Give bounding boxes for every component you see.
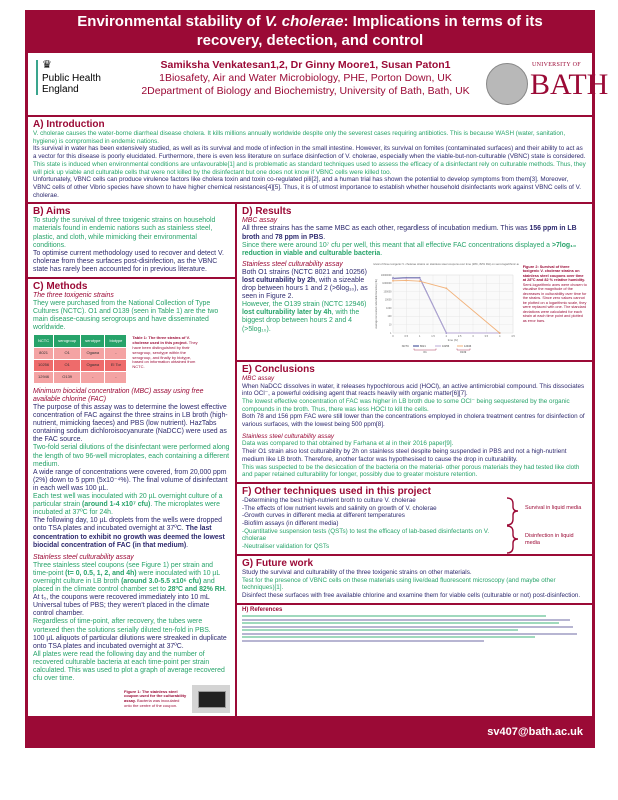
text-span: Three stainless steel coupons (see Figure 1) per strain and time-point [33,561,214,577]
text-span: . [323,233,326,241]
x-tick-label: 3 [471,334,474,338]
methods-steel-5: All plates were read the following day and the number of recovered culturable bacteria at each time-point per strain calculated. This was used to plot a graph of average recovered cfu over time. [33,650,225,683]
other-techniques-heading: F) Other techniques used in this project [242,485,431,497]
data-point-10256 [445,332,447,334]
conclusions-subheading-mbc: MBC assay [242,374,275,382]
conclusions-mbc-3: Both 78 and 156 ppm FAC were still lower than the concentrations employed in cholera treatment centres for disinfection of various surfaces, with the lowest being 500 ppm[8]. [242,413,585,429]
future-work-2: Test for the presence of VBNC cells on these materials using live/dead fluorescent microscopy (and maybe other techniques)[1]. [242,576,556,592]
table-cell: O1 [54,359,81,371]
intro-paragraph-4: Unfortunately, VBNC cells can produce virulence factors like cholera toxin and toxin co-regulated pili[2], and a human trial has shown the potential to develop symptoms from them[3]. Moreover, VBNC cells of other Vibrio species have shown to have higher chemical resistances[4][5]. Thus, it is of utmost importance to establish whether household disinfectants work against VBNC cells of V. cholerae. [33,176,581,199]
y-tick-label: 10 [388,323,392,327]
methods-mbc-3: A wide range of concentrations were covered, from 20,000 ppm (2%) down to 5 ppm (5x10⁻⁴%). The final volume of disinfectant in each well was 100 µL. [33,468,228,492]
right-column [237,204,592,716]
table-header: serotype [81,335,105,347]
reference-line [242,626,573,628]
technique-item: -Quantitative suspension tests (QSTs) to test the efficacy of lab-based disinfectants on V. cholerae [242,527,490,543]
table-cell: El Tor [105,359,127,371]
poster [25,10,609,748]
x-tick-label: 4.5 [510,334,515,338]
methods-steel-2: At t₀, the coupons were recovered immediately into 10 mL Universal tubes of PBS; they weren't placed in the climate control chamber. [33,594,210,618]
introduction-panel [28,117,592,202]
text-bold: lost culturability later by 4h [242,309,332,317]
strains-table [33,334,127,383]
aims-paragraph-1: To study the survival of three toxigenic strains on household materials found in endemic nations such as stainless steel, plastic, and cloth, while mimicking their environmental conditions. [33,217,216,249]
reference-line [242,640,484,642]
y-tick-label: 1000000 [381,281,392,285]
table-cell: 8021 [34,347,54,359]
technique-item: -Biofilm assays (in different media) [242,520,339,528]
methods-steel-4: 100 µL aliquots of particular dilutions were streaked in duplicate onto TSA plates and incubated overnight at 37ºC. [33,634,227,650]
table-caption-rest: They have been distinguished by their serogroup, serotype within the serogroup, and finally by biotype, based on information obtained from NCTC. [132,340,198,370]
aims-paragraph-2: To optimise current methodology used to recover and detect V. cholerae from these surfaces post-disinfection, as the VBNC state has rarely been accounted for in previous literature. [33,249,224,273]
results-panel [237,204,592,359]
x-tick-label: 1.5 [430,334,435,338]
table-cell: O1 [54,347,81,359]
title-line-2: recovery, detection, and control [196,32,424,49]
contact-email[interactable]: sv407@bath.ac.uk [487,726,583,739]
royal-crest-icon: ♛ [42,59,52,71]
phe-logo-line1: Public Health [42,73,101,84]
table-cell: - [105,371,127,383]
title-italic: V. cholerae [264,13,344,30]
aims-heading: B) Aims [33,206,71,218]
conclusions-mbc-1: When NaDCC dissolves in water, it releases hypochlorous acid (HOCl), an active antimicrobial compound. This dissociates into OCl⁻, a powerful oxidising agent that reacts heavily with organic matter[6][7]. [242,382,585,398]
results-subheading-mbc: MBC assay [242,217,278,225]
data-point-12946 [498,332,500,334]
text-bold: 78 ppm in PBS [274,233,324,241]
intro-paragraph-3: This state is induced when environmental conditions are unfavourable[1] and is problematic as standard techniques used to assess the efficacy of a disinfectant rely on culturable methods. Thus, they will pick up viable and culturable cells that were not killed by the disinfectant but one does not know if VBNC cells were killed too. [33,160,586,176]
x-tick-label: 1 [418,334,421,338]
references-list [242,615,587,642]
text-bold: The last concentration to exhibit no growth was deemed the lowest biocidal concentration of FAC (in that medium) [33,525,225,549]
legend-group-O139: O139 [459,350,466,354]
university-seal-icon [486,63,528,105]
x-tick-label: 0.5 [404,334,408,338]
y-tick-label: 10000 [384,298,392,302]
intro-paragraph-2: Its survival in water has been extensively studied, as well as its survival and mode of infection in the small intestine. However, its survival on fomites (contaminated surfaces) and their ability to act as a vector for this disease is poorly elucidated. Furthermore, there is even less literature on surface disinfection of V. cholerae, especially when the viable-but-non-culturable (VBNC) state is considered. [33,145,586,161]
bath-logo-top: UNIVERSITY OF [532,62,581,68]
table-cell: Ogawa [81,359,105,371]
text-span: Each test well was inoculated with 20 µL overnight culture of a particular strain [33,493,223,509]
future-work-3: Disinfect these surfaces with free available chlorine and examine them for viable cells (culturable or not) post-disinfection. [242,591,581,599]
figure-2-caption [523,261,587,357]
reference-line [242,629,518,631]
conclusions-steel-3: This was suspected to be the desiccation of the bacteria on the material- other porous materials they had tested like cloth and paper retained culturability for longer, possibly due to greater moisture retention. [242,463,580,479]
results-steel-text [242,261,369,357]
methods-subheading-strains: The three toxigenic strains [33,291,114,299]
table-caption [132,336,202,370]
methods-steel-3: Regardless of time-point, after recovery, the tubes were vortexed then the solutions serially diluted ten-fold in PBS. [33,618,211,634]
figure-1-caption-bold: Figure 1: The stainless steel coupon used for the culturability assay. [124,688,187,704]
legend-label-8021: 8021 [419,344,426,348]
results-mbc-2 [242,242,587,258]
text-span: Both O1 strains (NCTC 8021 and 10256) [242,268,367,276]
table-header: serogroup [54,335,81,347]
data-point-10256 [392,278,394,280]
legend-label-10256: 10256 [441,344,449,348]
technique-item: -Determining the best high-nutrient broth to culture V. cholerae [242,496,416,504]
future-work-1: Study the survival and culturability of the three toxigenic strains on other materials. [242,568,472,576]
text-span: . [380,249,383,257]
x-tick-label: 2 [445,334,447,338]
methods-mbc-5 [33,517,230,549]
references-panel [237,605,592,717]
figure-2-caption-bold: Figure 2: Survival of three toxigenic V. cholerae strains on stainless steel coupons over time at 28ºC and 82 % relative humidity. [522,264,585,283]
y-axis-label: average recovered culturable bacteria (cfu) [374,279,378,329]
text-span: , with the biggest drop between hours 2 and 4 (>5log₁₀). [242,309,360,333]
coupon-photo [192,685,230,713]
bath-logo-word: BATH [530,68,609,101]
data-point-10256 [405,277,407,279]
text-bold: (around 3.0-5.5 x10⁶ cfu) [121,577,202,585]
data-point-10256 [418,277,420,279]
conclusions-panel [237,362,592,482]
legend-bracket-O139 [457,348,470,350]
conclusions-mbc-2: The lowest effective concentration of FAC was higher in LB broth due to some OCl⁻ being sequestered by the organic compounds in the broth. Thus, there was less HOCl to kill the cells. [242,397,570,413]
conclusions-heading: E) Conclusions [242,363,315,375]
intro-paragraph-1: V. cholerae causes the water-borne diarrheal disease cholera. It kills millions annually worldwide despite only the severest cases requiring antibiotics. This is because WASH (water, sanitation, hygiene) is compromised in endemic nations. [33,130,566,145]
table-cell: - [105,347,127,359]
text-span: All three strains has the same MBC as each other, regardless of incubation medium. This was [242,225,530,233]
table-cell: - [81,371,105,383]
other-techniques-panel [237,484,592,554]
figure-1-caption-rest: Bacteria was inoculated onto the centre of the coupon. [124,698,180,708]
conclusions-steel-2: Their O1 strain also lost culturability by 2h on stainless steel despite being suspended in PBS and not a high-nutrient medium like LB broth. Therefore, another factor was hypothesised to cause the drop in culturability. [242,448,567,463]
reference-line [242,619,570,621]
text-bold: (around 1-4 x10⁷ cfu) [82,501,151,509]
authors-box [28,53,609,115]
data-point-12946 [392,280,394,282]
reference-line [242,633,577,635]
text-bold: (t= 0, 0.5, 1, 2, and 4h) [65,569,137,577]
text-span: Since there were around 10⁷ cfu per well, this meant that all effective FAC concentrations displayed a [242,241,552,249]
x-tick-label: 3.5 [484,334,488,338]
poster-title [25,12,595,50]
text-bold: lost culturability by 2h [242,276,316,284]
two-column-body [28,204,592,716]
brace-label-disinfection: Disinfection in liquid media [525,532,574,546]
table-cell: 12946 [34,371,54,383]
title-text-2: : Implications in terms of its [343,13,543,30]
table-cell: 10256 [34,359,54,371]
y-tick-label: 1000 [385,306,392,310]
figure-1-caption [124,690,188,709]
text-span: However, the O139 strain (NCTC 12946) [242,301,367,309]
methods-heading: C) Methods [33,280,88,292]
brace-group [505,497,585,559]
left-column [28,204,235,716]
introduction-heading: A) Introduction [33,119,105,130]
legend-bracket-O1 [414,348,436,350]
brace-label-survival: Survival in liquid media [525,504,582,511]
y-tick-label: 100000 [383,290,392,294]
methods-mbc-1: The purpose of this assay was to determine the lowest effective concentration of FAC against the three strains in LB broth (high-nutrient, mimicking faeces) and PBS (low nutrient). HazTabs containing sodium dichloroisocyanurate (NaDCC) were used as the FAC source. [33,404,228,444]
text-span: . [224,586,227,594]
reference-line [242,636,535,638]
methods-panel [28,279,235,716]
data-point-12946 [405,279,407,281]
y-tick-label: 10000000 [380,273,392,277]
future-work-heading: G) Future work [242,557,314,569]
methods-mbc-2: Two-fold serial dilutions of the disinfectant were performed along the length of two 96-well microplates, each containing a different medium. [33,444,230,468]
results-mbc-1 [242,225,587,241]
x-axis-label: time (hr) [447,337,458,342]
table-cell: Ogawa [81,347,105,359]
technique-item: -Growth curves in different media at different temperatures [242,512,405,520]
steel-coupon-image [198,691,226,708]
data-point-12946 [418,280,420,282]
text-span: . [186,541,189,549]
table-header: biotype [105,335,127,347]
text-bold: 156 ppm in LB broth [242,225,577,241]
text-span: and [259,233,275,241]
legend-group-O1: O1 [422,350,427,354]
y-tick-label: 100 [387,315,392,319]
table-cell: O139 [54,371,81,383]
results-steel-2 [242,301,369,333]
table-row [34,347,127,359]
table-header: NCTC [34,335,54,347]
table-row [34,371,127,383]
methods-mbc-4 [33,493,230,517]
author-names: Samiksha Venkatesan1,2, Dr Ginny Moore1, Susan Paton1 [160,59,451,71]
x-tick-label: 0 [391,334,394,338]
technique-item: -The effects of low nutrient levels and salinity on growth of V. cholerae [242,504,437,512]
text-bold: 28ºC and 82% RH [167,586,225,594]
technique-item: -Neutraliser validation for QSTs [242,543,330,551]
text-span: The following day, 10 µL droplets from the wells were dropped onto TSA plates and incubated overnight at 37ºC. [33,517,222,533]
text-span: . The microplates were incubated at 37ºC for 24h. [33,501,220,517]
references-heading: H) References [242,606,283,613]
table-row [34,359,127,371]
results-heading: D) Results [242,206,292,218]
results-subheading-steel: Stainless steel culturability assay [242,260,343,268]
chart-title: Survival of three toxigenic V. cholerae strains on stainless steel coupons over time (28C, 82% RH) on semi-logarithmic axes [372,261,519,266]
future-work-panel [237,556,592,603]
conclusions-subheading-steel: Stainless steel culturability assay [242,432,335,440]
methods-strains-text: They were purchased from the National Collection of Type Cultures (NCTC). O1 and O139 (seen in Table 1) are the two main disease-causing serogroups and have disseminated worldwide. [33,300,219,332]
figure-1 [33,685,230,713]
methods-subheading-mbc: Minimum biocidal concentration (MBC) assay using free available chlorine (FAC) [33,387,204,403]
affiliation-2: 2Department of Biology and Biochemistry, University of Bath, Bath, UK [141,85,470,97]
y-tick-label: 1 [389,331,392,335]
survival-chart-svg [373,261,519,357]
bath-logo [486,59,609,109]
brace-icon [505,497,519,555]
survival-chart [373,261,519,357]
text-span: and placed in the climate control chamber set to [33,577,215,594]
reference-line [242,615,546,617]
figure-2-caption-rest: Semi-logarithmic axes were chosen to visualise the magnitude of the decreases in culturability over time for the strains. Since zero values cannot be plotted on a logarithmic scale, they were replaced with one. The standard deviations were calculated for each strain at each time point and plotted as error bars. [522,282,587,323]
title-text: Environmental stability of [77,13,265,30]
table-caption-bold: Table 1: The three strains of V. cholerae used in this project. [132,335,190,346]
plot-area [393,275,513,333]
text-span: were inoculated with 10 µL overnight culture in LB broth [33,569,220,585]
methods-subheading-steel: Stainless steel culturability assay [33,553,134,561]
results-steel-row [242,261,587,357]
results-steel-1 [242,269,369,301]
reference-line [242,622,559,624]
affiliation-1: 1Biosafety, Air and Water Microbiology, PHE, Porton Down, UK [159,72,452,84]
legend-label-12946: 12946 [463,344,471,348]
authors-block [123,59,488,98]
x-tick-label: 4 [498,334,501,338]
phe-logo [36,60,101,95]
legend-title: NCTC [401,344,409,348]
x-tick-label: 2.5 [457,334,462,338]
text-bold: >7log₁₀ reduction in viable and culturable bacteria [242,241,577,257]
data-point-12946 [445,287,447,289]
footer [25,716,595,742]
conclusions-steel-1: Data was compared to that obtained by Farhana et al in their 2016 paper[9]. [242,440,454,448]
phe-logo-line2: England [42,84,79,95]
text-span: , with a sizeable drop between hours 1 and 2 (>6log₁₀), as seen in Figure 2. [242,276,368,301]
methods-steel-1 [33,562,230,594]
aims-panel [28,204,235,277]
